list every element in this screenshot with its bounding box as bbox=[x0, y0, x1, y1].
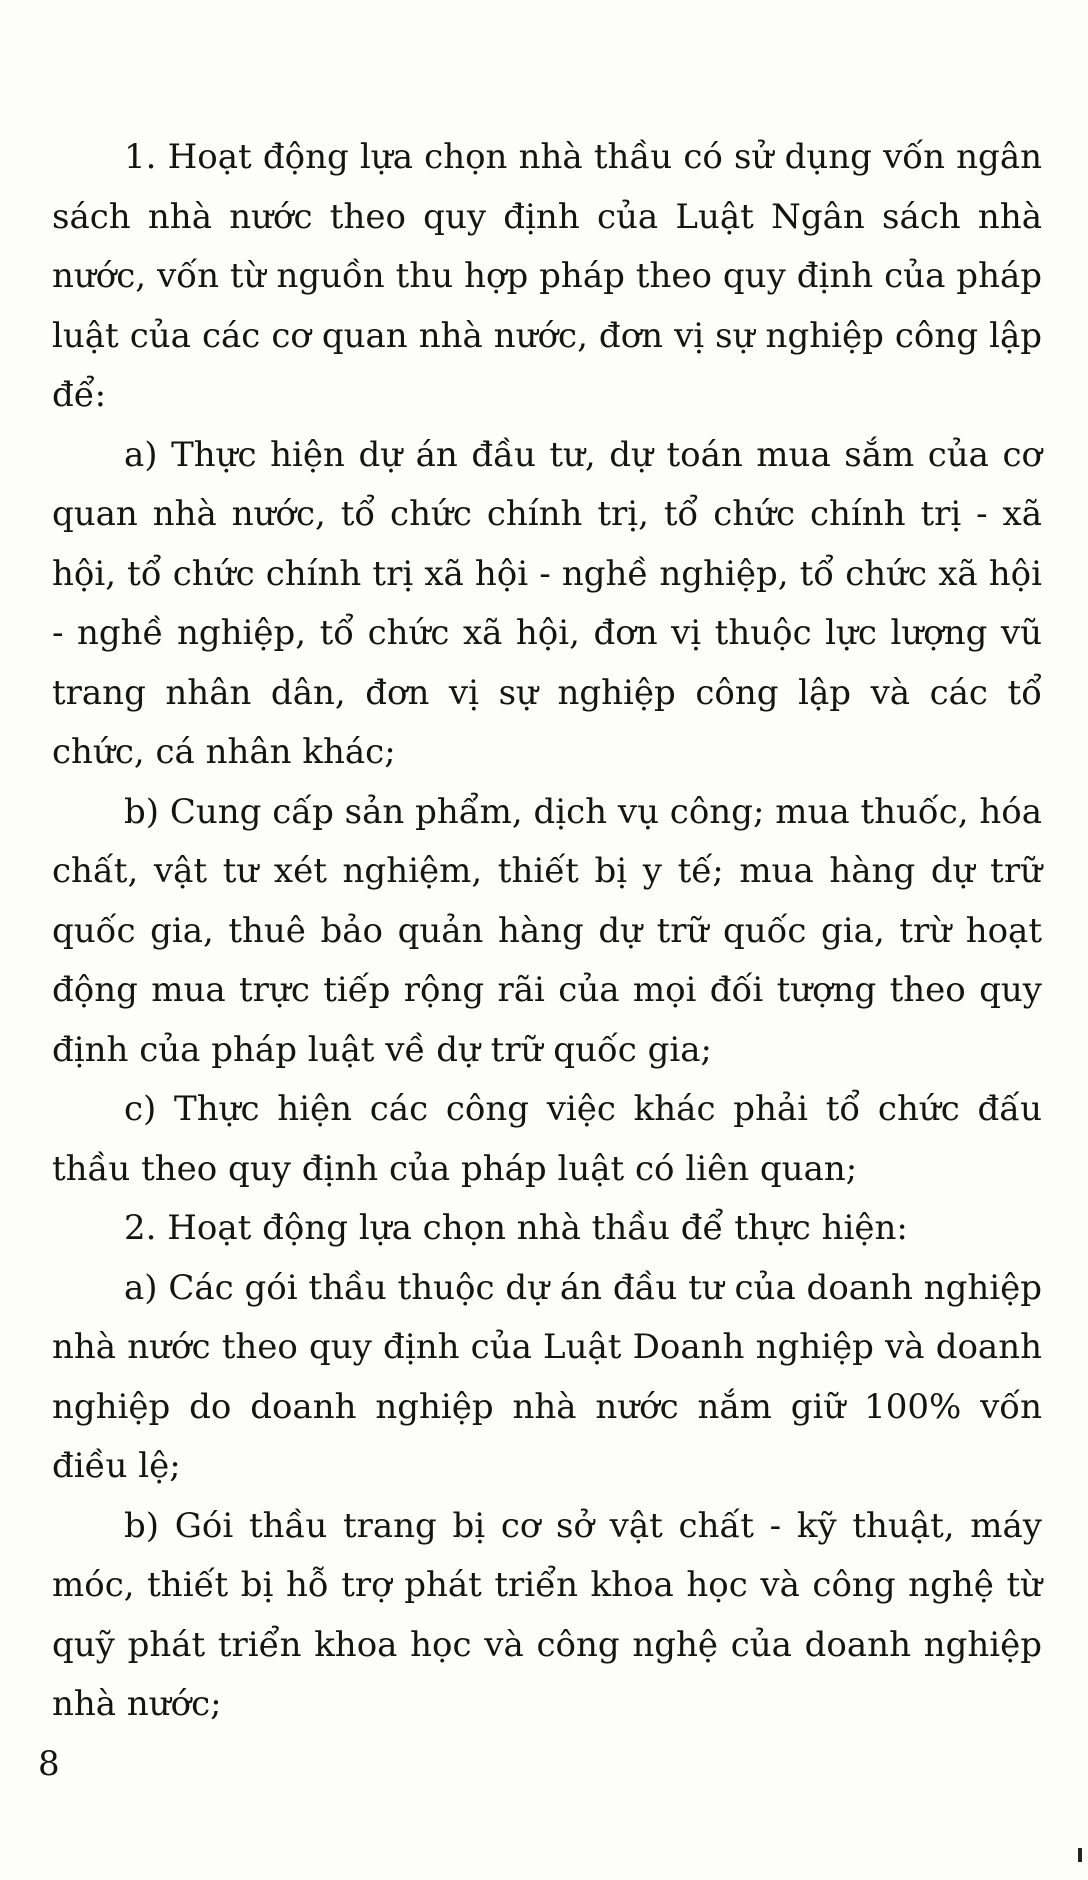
page-edge-mark bbox=[1078, 1848, 1082, 1862]
body-text bbox=[52, 128, 1042, 1735]
paragraph-1c: c) Thực hiện các công việc khác phải tổ chức đấu thầu theo quy định của pháp luật có liên quan; bbox=[52, 1089, 1042, 1189]
page-number: 8 bbox=[38, 1744, 60, 1784]
paragraph-1a: a) Thực hiện dự án đầu tư, dự toán mua sắm của cơ quan nhà nước, tổ chức chính trị, tổ chức chính trị - xã hội, tổ chức chính trị xã hội - nghề nghiệp, tổ chức xã hội - nghề nghiệp, tổ chức xã hội, đơn vị thuộc lực lượng vũ trang nhân dân, đơn vị sự nghiệp công lập và các tổ chức, cá nhân khác; bbox=[52, 434, 1042, 772]
paragraph-2a: a) Các gói thầu thuộc dự án đầu tư của doanh nghiệp nhà nước theo quy định của Luật Doanh nghiệp và doanh nghiệp do doanh nghiệp nhà nước nắm giữ 100% vốn điều lệ; bbox=[52, 1267, 1042, 1486]
paragraph-2: 2. Hoạt động lựa chọn nhà thầu để thực hiện: bbox=[124, 1208, 908, 1248]
paragraph-2b: b) Gói thầu trang bị cơ sở vật chất - kỹ thuật, máy móc, thiết bị hỗ trợ phát triển khoa học và công nghệ từ quỹ phát triển khoa học và công nghệ của doanh nghiệp nhà nước; bbox=[52, 1505, 1042, 1724]
paragraph-1: 1. Hoạt động lựa chọn nhà thầu có sử dụng vốn ngân sách nhà nước theo quy định của Luật Ngân sách nhà nước, vốn từ nguồn thu hợp pháp theo quy định của pháp luật của các cơ quan nhà nước, đơn vị sự nghiệp công lập để: bbox=[52, 137, 1042, 415]
paragraph-1b: b) Cung cấp sản phẩm, dịch vụ công; mua thuốc, hóa chất, vật tư xét nghiệm, thiết bị y tế; mua hàng dự trữ quốc gia, thuê bảo quản hàng dự trữ quốc gia, trừ hoạt động mua trực tiếp rộng rãi của mọi đối tượng theo quy định của pháp luật về dự trữ quốc gia; bbox=[52, 791, 1042, 1070]
